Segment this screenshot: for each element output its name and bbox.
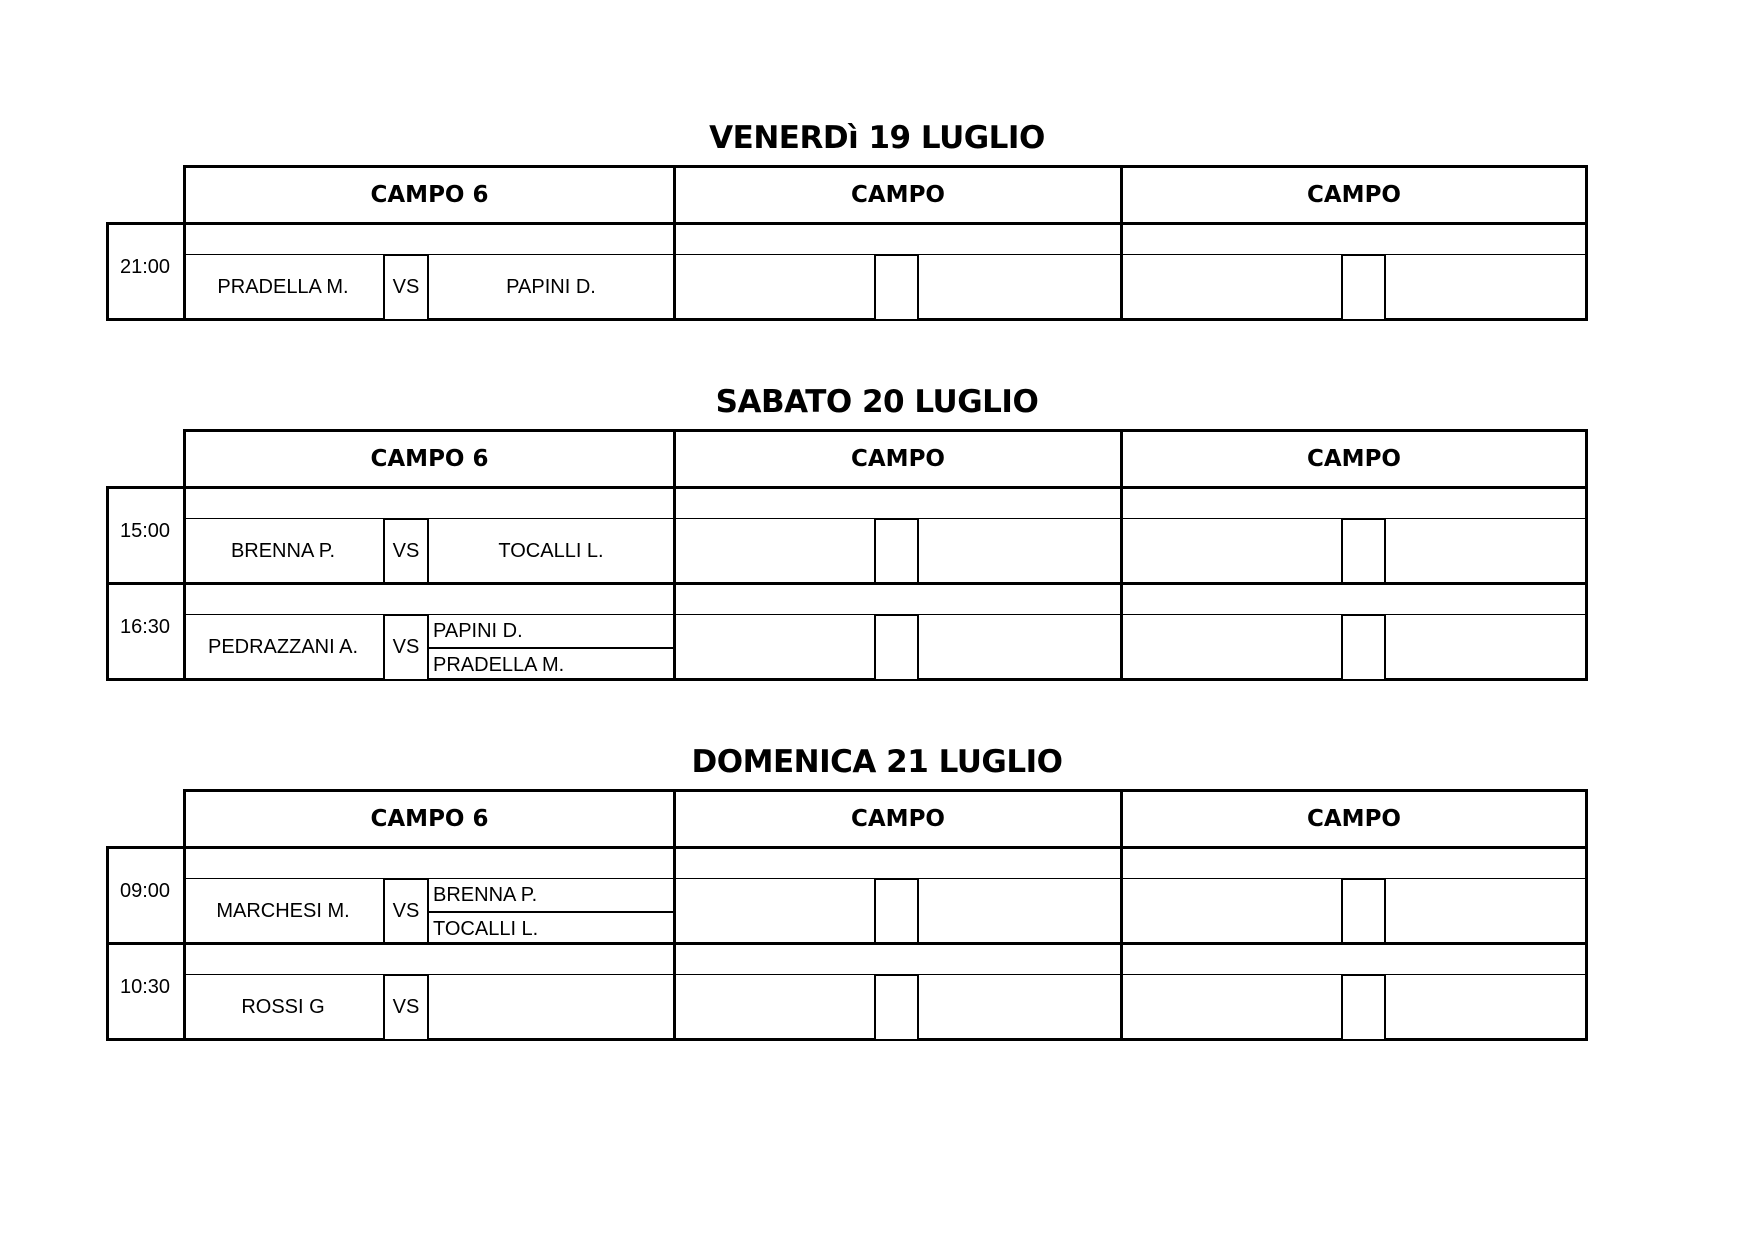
score-box (1341, 518, 1386, 585)
away-player: TOCALLI L. (498, 540, 604, 562)
score-box (874, 254, 919, 321)
time-label: 21:00 (119, 256, 171, 278)
away-player: PAPINI D. (433, 619, 523, 642)
campo-header: CAMPO 6 (183, 789, 676, 849)
time-label: 09:00 (119, 880, 171, 902)
campo-header: CAMPO (1120, 165, 1588, 225)
away-player: PAPINI D. (506, 276, 596, 298)
home-player: PRADELLA M. (217, 276, 349, 298)
campo-header: CAMPO 6 (183, 165, 676, 225)
vs-label: VS (383, 878, 429, 945)
day-title: VENERDì 19 LUGLIO (709, 120, 1045, 156)
score-box (1341, 254, 1386, 321)
home-player: PEDRAZZANI A. (207, 636, 359, 658)
vs-label: VS (383, 614, 429, 681)
campo-header: CAMPO (1120, 789, 1588, 849)
time-label: 15:00 (119, 520, 171, 542)
score-box (1341, 614, 1386, 681)
home-player: ROSSI G (241, 996, 325, 1018)
score-box (874, 518, 919, 585)
campo-header: CAMPO (1120, 429, 1588, 489)
score-box (874, 974, 919, 1041)
score-box (874, 878, 919, 945)
campo-header: CAMPO (673, 789, 1123, 849)
away-player: TOCALLI L. (433, 917, 539, 940)
time-label: 10:30 (119, 976, 171, 998)
campo-header: CAMPO (673, 165, 1123, 225)
day-title: DOMENICA 21 LUGLIO (691, 744, 1063, 780)
home-player: BRENNA P. (230, 540, 336, 562)
campo-header: CAMPO 6 (183, 429, 676, 489)
vs-label: VS (383, 254, 429, 321)
score-box (1341, 878, 1386, 945)
score-box (874, 614, 919, 681)
vs-label: VS (383, 518, 429, 585)
time-label: 16:30 (119, 616, 171, 638)
home-player: MARCHESI M. (216, 900, 350, 922)
campo-header: CAMPO (673, 429, 1123, 489)
vs-label: VS (383, 974, 429, 1041)
score-box (1341, 974, 1386, 1041)
away-player: BRENNA P. (433, 883, 538, 906)
day-title: SABATO 20 LUGLIO (715, 384, 1039, 420)
away-player: PRADELLA M. (433, 653, 565, 676)
